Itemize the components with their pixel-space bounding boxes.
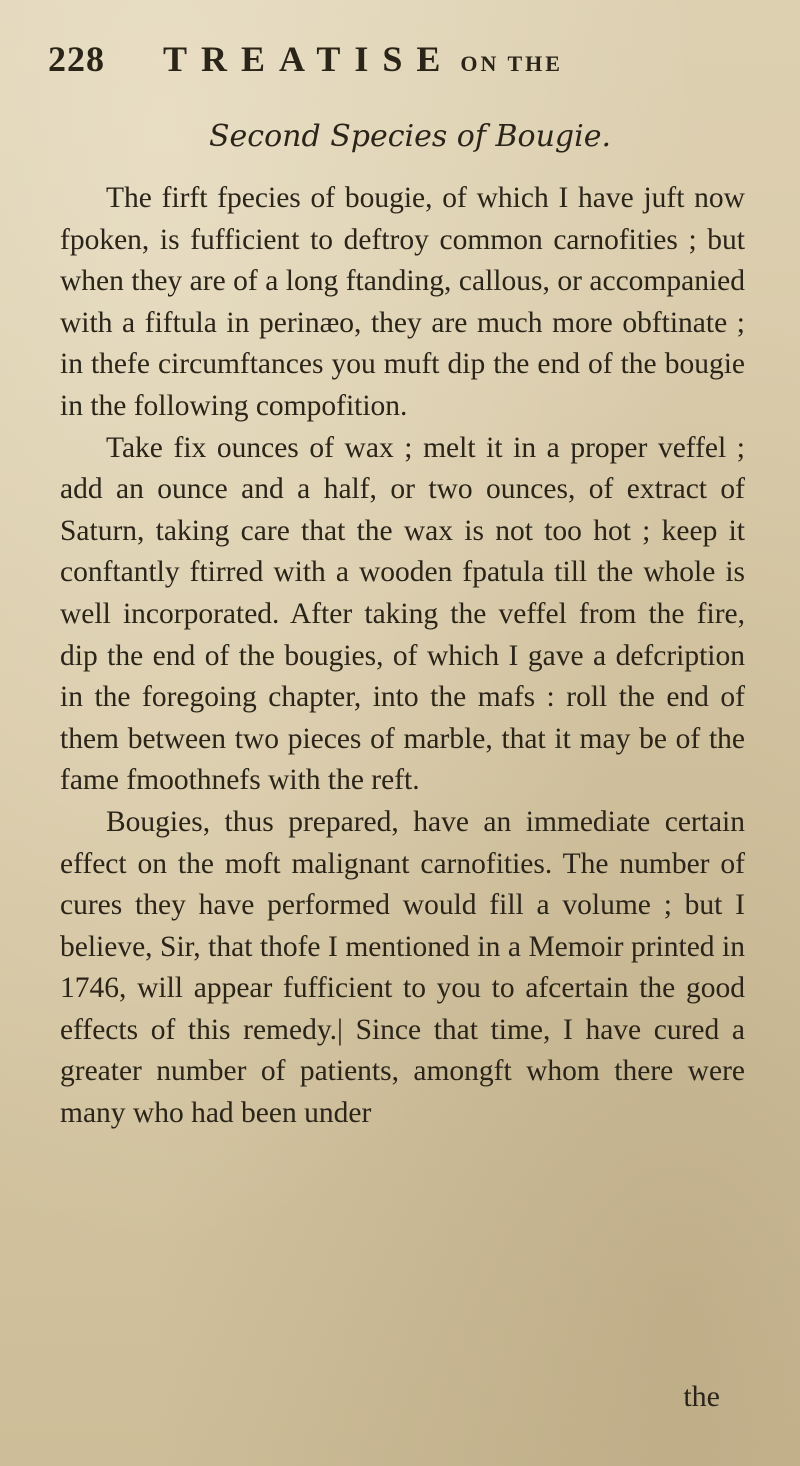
page-number: 228 xyxy=(48,39,105,79)
paragraph-first-species: The firft fpecies of bougie, of which I have juft now fpoken, is fufficient to deftroy common carnofities ; but when they are of a long ftanding, callous, or accompanied with a fiftula in perinæo, they are much more obftinate ; in thefe circumftances you muft dip the end of the bougie in the following compofition. xyxy=(60,182,745,422)
running-title-main: TREATISE xyxy=(163,39,455,79)
running-head xyxy=(48,34,760,84)
paragraph-recipe: Take fix ounces of wax ; melt it in a proper veffel ; add an ounce and a half, or two ounces, of extract of Saturn, taking care that the wax is not too hot ; keep it conftantly ftirred with a wooden fpatula till the whole is well incorporated. After taking the veffel from the fire, dip the end of the bougies, of which I gave a defcription in the foregoing chapter, into the mafs : roll the end of them between two pieces of marble, that it may be of the fame fmoothnefs with the reft. xyxy=(60,431,745,797)
running-title xyxy=(163,34,563,89)
catchword: the xyxy=(683,1380,720,1413)
body-text xyxy=(60,178,745,1135)
section-heading: Second Species of Bougie. xyxy=(208,119,612,154)
paragraph-effects: Bougies, thus prepared, have an immediate certain effect on the moft malignant carnofities. The number of cures they have performed would fill a volume ; but I believe, Sir, that thofe I mentioned in a Memoir printed in 1746, will appear fufficient to you to afcertain the good effects of this remedy.| Since that time, I have cured a greater number of patients, amongft whom there were many who had been under xyxy=(60,805,745,1130)
running-title-suffix: ON THE xyxy=(460,51,563,76)
